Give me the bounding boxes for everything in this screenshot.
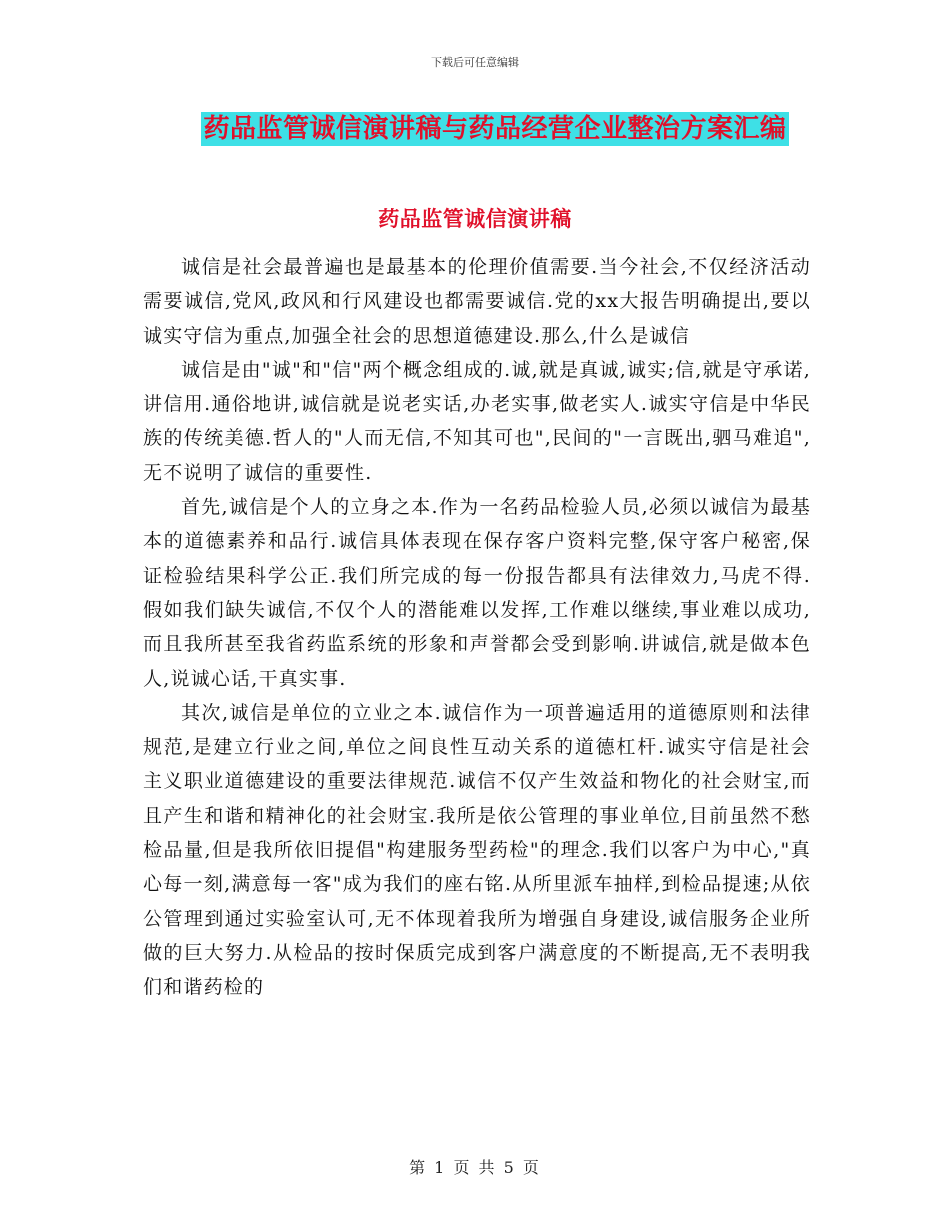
paragraph: 其次,诚信是单位的立业之本.诚信作为一项普遍适用的道德原则和法律规范,是建立行业之间,单位之间良性互动关系的道德杠杆.诚实守信是社会主义职业道德建设的重要法律规范.诚信不仅产生效益和物化的社会财宝,而且产生和谐和精神化的社会财宝.我所是依公管理的事业单位,目前虽然不愁检品量,但是我所依旧提倡"构建服务型药检"的理念.我们以客户为中心,"真心每一刻,满意每一客"成为我们的座右铭.从所里派车抽样,到检品提速;从依公管理到通过实验室认可,无不体现着我所为增强自身建设,诚信服务企业所做的巨大努力.从检品的按时保质完成到客户满意度的不断提高,无不表明我们和谐药检的 bbox=[143, 701, 811, 999]
paragraph: 首先,诚信是个人的立身之本.作为一名药品检验人员,必须以诚信为最基本的道德素养和品行.诚信具体表现在保存客户资料完整,保守客户秘密,保证检验结果科学公正.我们所完成的每一份报告都具有法律效力,马虎不得.假如我们缺失诚信,不仅个人的潜能难以发挥,工作难以继续,事业难以成功,而且我所甚至我省药监系统的形象和声誉都会受到影响.讲诚信,就是做本色人,说诚心话,干真实事. bbox=[143, 496, 811, 690]
section-title: 药品监管诚信演讲稿 bbox=[378, 207, 572, 231]
paragraph: 诚信是由"诚"和"信"两个概念组成的.诚,就是真诚,诚实;信,就是守承诺,讲信用.通俗地讲,诚信就是说老实话,办老实事,做老实人.诚实守信是中华民族的传统美德.哲人的"人而无信,不知其可也",民间的"一言既出,驷马难追",无不说明了诚信的重要性. bbox=[143, 358, 811, 484]
main-title-wrap bbox=[0, 112, 950, 146]
paragraph: 诚信是社会最普遍也是最基本的伦理价值需要.当今社会,不仅经济活动需要诚信,党风,政风和行风建设也都需要诚信.党的xx大报告明确提出,要以诚实守信为重点,加强全社会的思想道德建设.那么,什么是诚信 bbox=[143, 256, 811, 347]
header-note: 下载后可任意编辑 bbox=[431, 56, 519, 69]
page-number: 第 1 页 共 5 页 bbox=[409, 1158, 541, 1177]
document-body bbox=[143, 250, 811, 1005]
document-title: 药品监管诚信演讲稿与药品经营企业整治方案汇编 bbox=[203, 114, 787, 144]
